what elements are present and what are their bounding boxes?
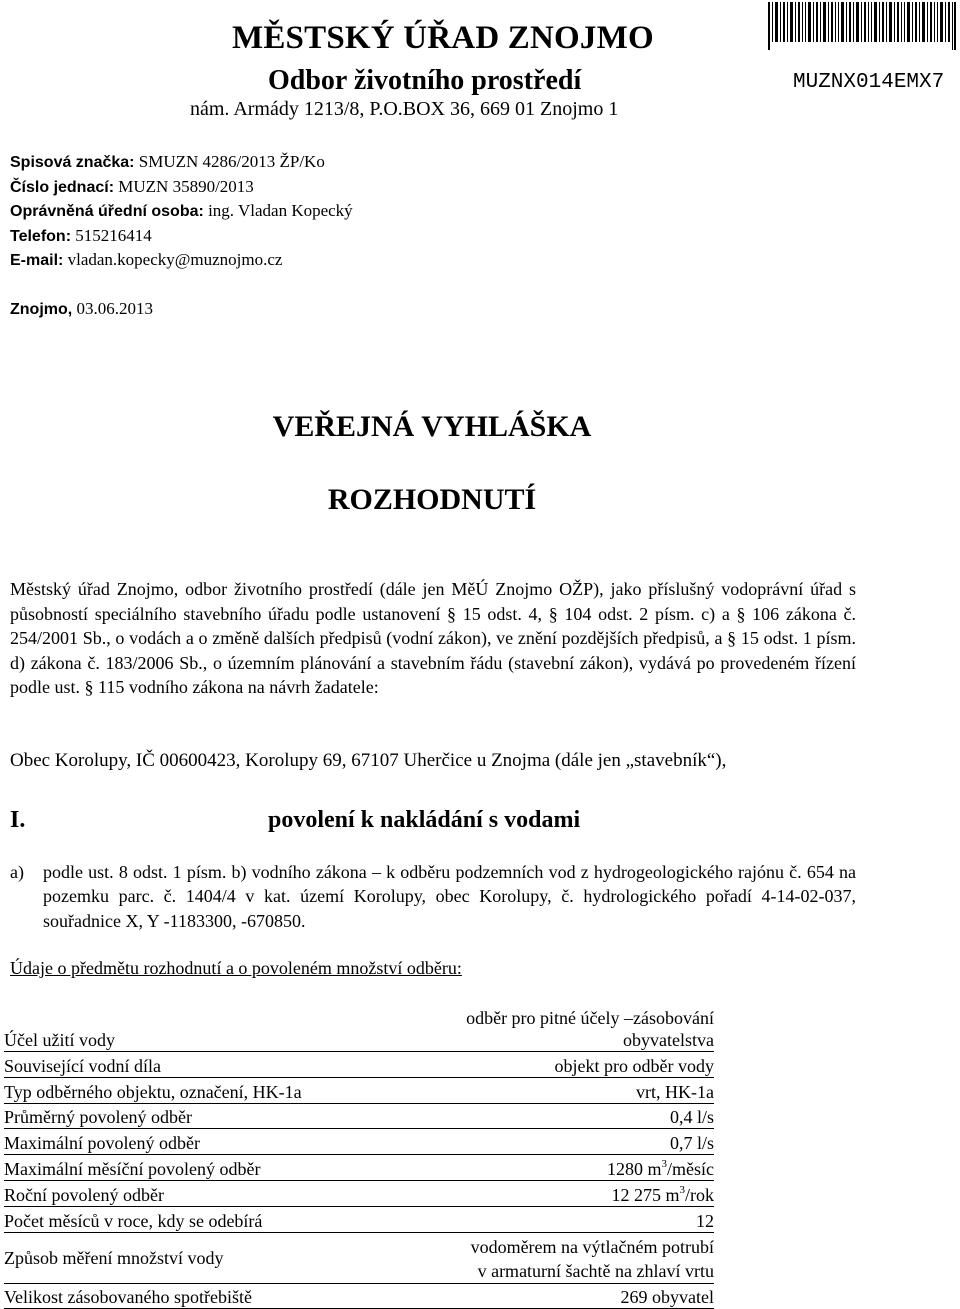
param-label: Maximální měsíční povolený odběr [4,1155,395,1181]
section-number: I. [10,807,26,833]
table-row [4,1052,714,1078]
param-label: Způsob měření množství vody [4,1232,395,1283]
table-row [4,1232,714,1283]
intro-paragraph: Městský úřad Znojmo, odbor životního prostředí (dále jen MěÚ Znojmo OŽP), jako příslušný vodoprávní úřad s působností speciálního stavebního úřadu podle ustanovení § 15 odst. 4, § 104 odst. 2 písm. c) a § 106 zákona č. 254/2001 Sb., o vodách a o změně dalších předpisů (vodní zákon), ve znění pozdějších předpisů, a § 15 odst. 1 písm. d) zákona č. 183/2006 Sb., o územním plánování a stavebním řádu (stavební zákon), vydává po provedeném řízení podle ust. § 115 vodního zákona na návrh žadatele: [10,579,856,698]
param-value: odběr pro pitné účely –zásobování obyvatelstva [395,1007,715,1052]
table-row [4,1103,714,1129]
param-label: Roční povolený odběr [4,1180,395,1206]
table-row [4,1180,714,1206]
param-label: Související vodní díla [4,1052,395,1078]
item-a-text: podle ust. 8 odst. 1 písm. b) vodního zákona – k odběru podzemních vod z hydrogeologického rajónu č. 654 na pozemku parc. č. 1404/4 v kat. území Korolupy, obec Korolupy, č. hydrologického pořadí 4-14-02-037, souřadnice X, Y -1183300, -670850. [43,862,856,931]
official-label: Oprávněná úřední osoba: [10,203,204,220]
param-value: vrt, HK-1a [395,1077,715,1103]
email-row [10,248,353,273]
file-mark-label: Spisová značka: [10,154,135,171]
item-a-marker: a) [10,862,24,882]
param-value-exponent: 3 [679,1183,685,1196]
public-notice-title: VEŘEJNÁ VYHLÁŠKA [272,410,592,443]
phone-label: Telefon: [10,227,72,245]
item-a [10,860,856,933]
param-value-line: vodoměrem na výtlačném potrubí [470,1236,714,1257]
file-mark-value: SMUZN 4286/2013 ŽP/Ko [138,152,325,171]
param-value: 0,4 l/s [395,1103,715,1129]
param-label: Průměrný povolený odběr [4,1103,395,1129]
param-value: 12 [395,1206,715,1232]
param-value [395,1232,715,1283]
table-row [4,1206,714,1232]
ref-number-label: Číslo jednací: [10,178,115,196]
param-label: Velikost zásobovaného spotřebiště [4,1283,395,1309]
place-date-value: 03.06.2013 [76,298,153,318]
param-value-unit: /měsíc [667,1158,714,1179]
param-label: Maximální povolený odběr [4,1129,395,1155]
table-row [4,1077,714,1103]
param-value: 269 obyvatel [395,1283,715,1309]
table-row [4,1129,714,1155]
param-value [395,1180,715,1206]
param-label: Typ odběrného objektu, označení, HK-1a [4,1077,395,1103]
data-heading: Údaje o předmětu rozhodnutí a o povoleném množství odběru: [10,958,462,978]
phone-row [10,224,353,249]
office-name: MĚSTSKÝ ÚŘAD ZNOJMO [232,20,654,56]
department-name: Odbor životního prostředí [268,65,582,96]
official-row [10,199,353,224]
param-value: objekt pro odběr vody [395,1052,715,1078]
place-date-label: Znojmo, [10,300,73,318]
applicant-line: Obec Korolupy, IČ 00600423, Korolupy 69, 67107 Uherčice u Znojma (dále jen „stavebník“), [10,750,727,771]
barcode-image [768,2,956,50]
param-label: Účel užití vody [4,1007,395,1052]
ref-number-value: MUZN 35890/2013 [118,176,254,196]
param-value-unit: /rok [685,1184,714,1205]
param-value [395,1155,715,1181]
param-value-number: 1280 m [606,1158,662,1179]
office-address: nám. Armády 1213/8, P.O.BOX 36, 669 01 Znojmo 1 [190,98,619,120]
table-row [4,1283,714,1309]
phone-value: 515216414 [75,225,152,245]
file-info-block [10,150,353,321]
parameters-table [4,1007,714,1309]
section-title: povolení k nakládání s vodami [268,807,581,833]
table-row [4,1155,714,1181]
email-label: E-mail: [10,252,64,269]
ref-number-row [10,175,353,200]
email-value: vladan.kopecky@muznojmo.cz [67,250,283,269]
table-row [4,1007,714,1052]
barcode-code: MUZNX014EMX7 [793,71,945,94]
place-date-row [10,297,353,322]
decision-title: ROZHODNUTÍ [327,483,537,516]
param-value-exponent: 3 [661,1157,667,1170]
file-mark-row [10,150,353,175]
param-value: 0,7 l/s [395,1129,715,1155]
param-label: Počet měsíců v roce, kdy se odebírá [4,1206,395,1232]
param-value-number: 12 275 m [611,1184,680,1205]
official-value: ing. Vladan Kopecký [208,201,353,220]
param-value-line: v armaturní šachtě na zhlaví vrtu [477,1260,714,1281]
